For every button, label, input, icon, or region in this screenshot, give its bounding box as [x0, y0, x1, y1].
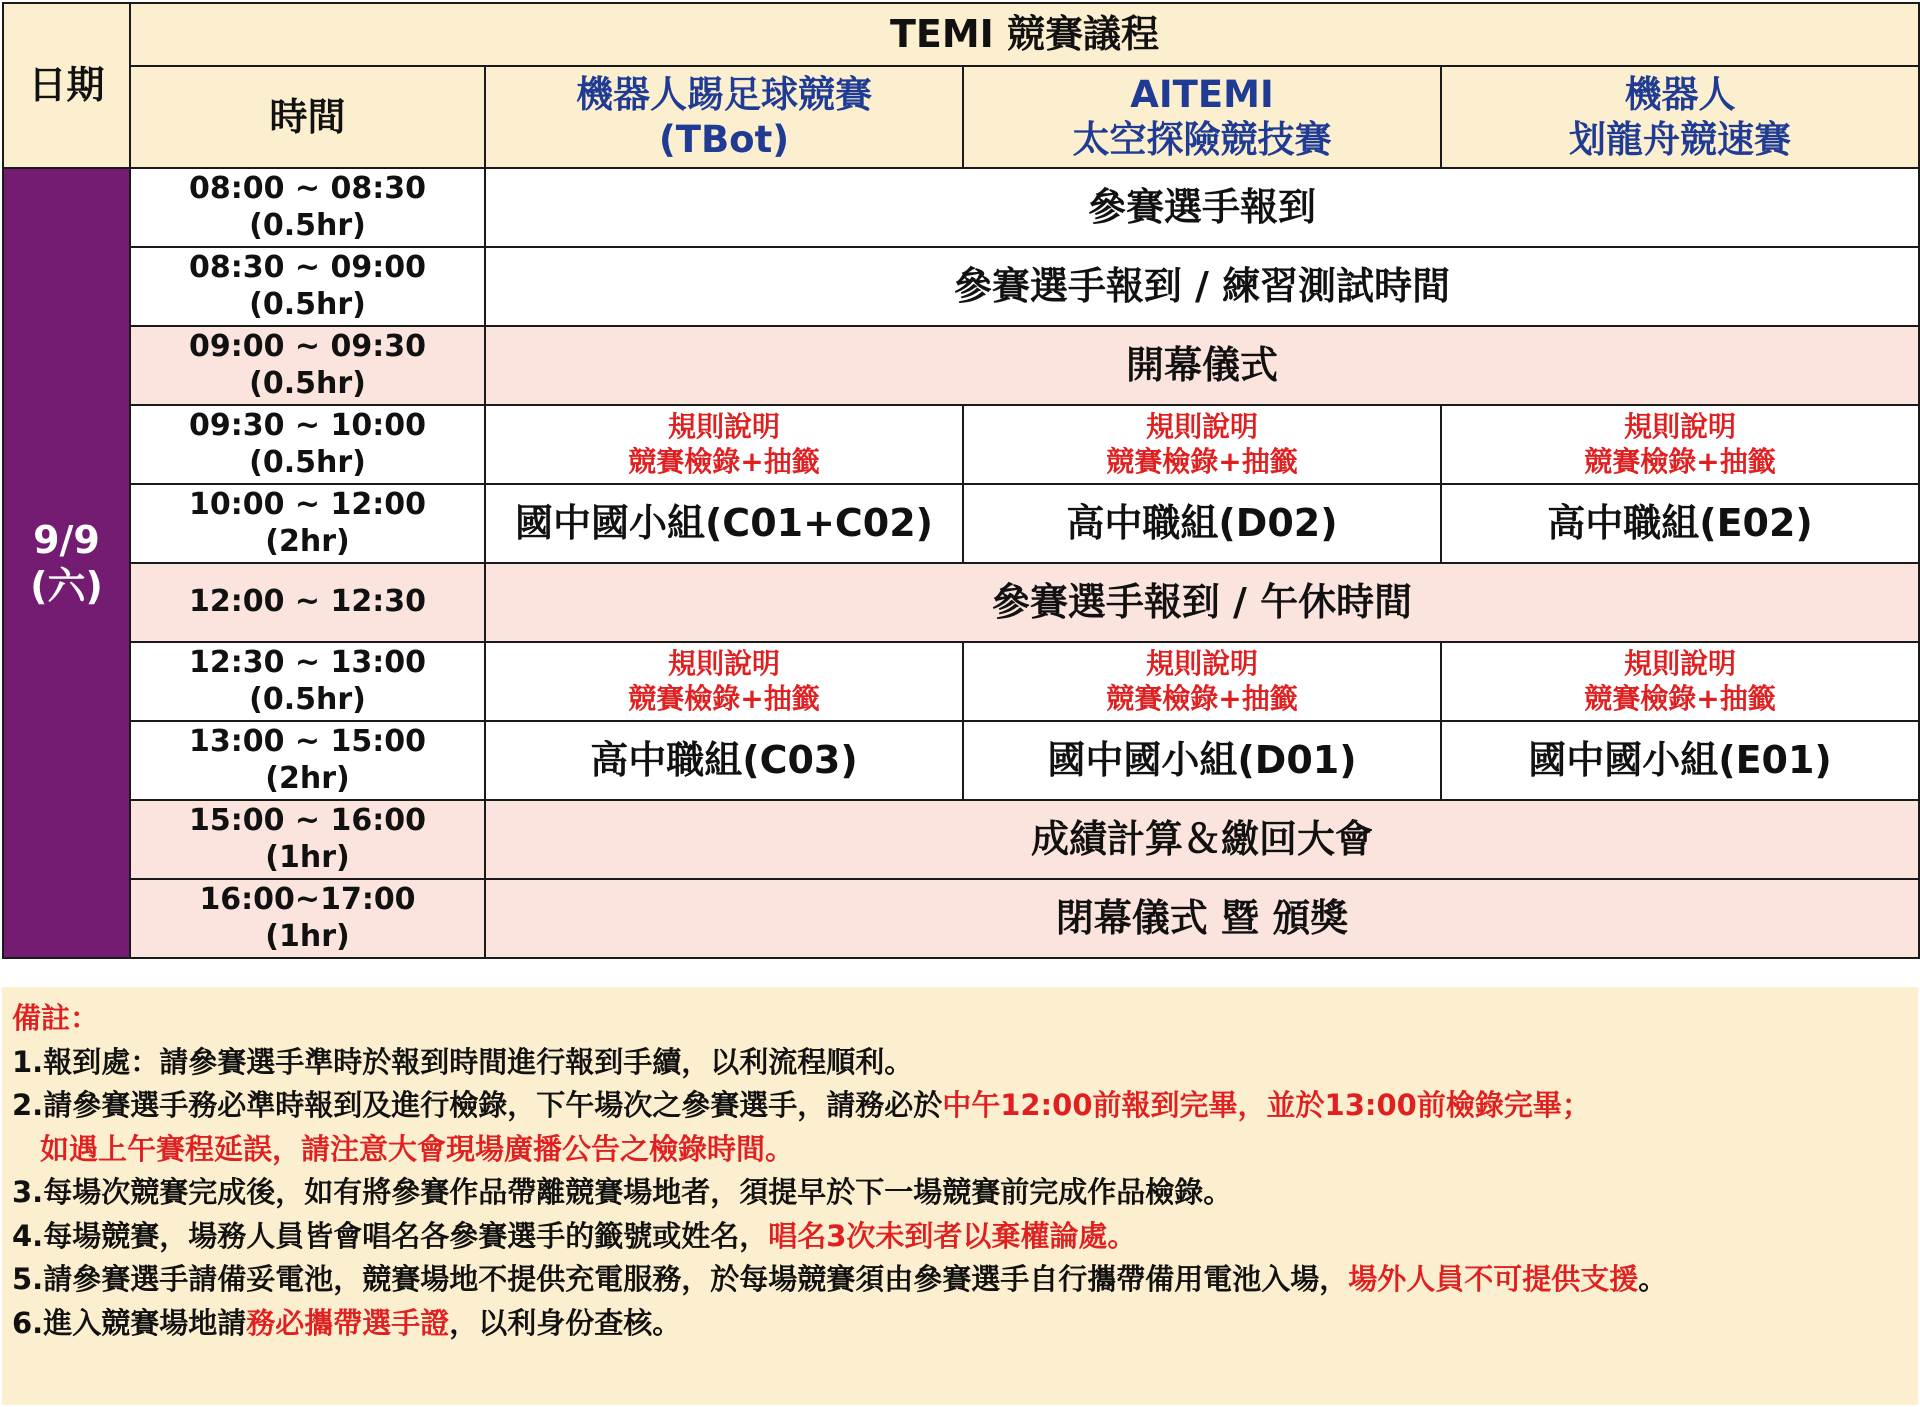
competition-header-tbot: 機器人踢足球競賽 (TBot) [485, 66, 963, 168]
activity-cell: 閉幕儀式 暨 頒獎 [485, 879, 1919, 958]
time-header: 時間 [130, 66, 485, 168]
table-row [3, 484, 1919, 563]
activity-cell: 參賽選手報到 [485, 168, 1919, 247]
time-cell: 12:30 ~ 13:00 (0.5hr) [130, 642, 485, 721]
note-item-continuation: 如遇上午賽程延誤，請注意大會現場廣播公告之檢錄時間。 [40, 1131, 795, 1166]
note-item: 5.請參賽選手請備妥電池，競賽場地不提供充電服務，於每場競賽須由參賽選手自行攜帶備用電池入場，場外人員不可提供支援。 [12, 1262, 1668, 1296]
rules-cell: 規則說明 競賽檢錄+抽籤 [1441, 405, 1919, 484]
date-header: 日期 [3, 3, 130, 168]
notes-heading: 備註： [12, 1001, 100, 1035]
competition-header-dragon-boat: 機器人 划龍舟競速賽 [1441, 66, 1919, 168]
note-item: 4.每場競賽，場務人員皆會唱名各參賽選手的籤號或姓名，唱名3次未到者以棄權論處。 [12, 1218, 1137, 1253]
table-row [3, 168, 1919, 247]
rules-cell: 規則說明 競賽檢錄+抽籤 [1441, 642, 1919, 721]
time-cell: 16:00~17:00 (1hr) [130, 879, 485, 958]
table-row [3, 247, 1919, 326]
notes-panel [2, 987, 1918, 1405]
group-cell: 國中國小組(E01) [1441, 721, 1919, 800]
time-cell: 08:30 ~ 09:00 (0.5hr) [130, 247, 485, 326]
group-cell: 高中職組(E02) [1441, 484, 1919, 563]
table-row [3, 721, 1919, 800]
note-item: 2.請參賽選手務必準時報到及進行檢錄，下午場次之參賽選手，請務必於中午12:00前報到完畢，並於13:00前檢錄完畢； [12, 1088, 1591, 1122]
competition-header-aitemi: AITEMI 太空探險競技賽 [963, 66, 1441, 168]
note-item: 3.每場次競賽完成後，如有將參賽作品帶離競賽場地者，須提早於下一場競賽前完成作品檢錄。 [12, 1175, 1233, 1209]
time-cell: 13:00 ~ 15:00 (2hr) [130, 721, 485, 800]
time-cell: 15:00 ~ 16:00 (1hr) [130, 800, 485, 879]
rules-cell: 規則說明 競賽檢錄+抽籤 [963, 405, 1441, 484]
rules-cell: 規則說明 競賽檢錄+抽籤 [485, 405, 963, 484]
activity-cell: 參賽選手報到 / 練習測試時間 [485, 247, 1919, 326]
group-cell: 高中職組(D02) [963, 484, 1441, 563]
date-cell: 9/9 (六) [3, 168, 130, 958]
table-row [3, 563, 1919, 642]
note-item: 6.進入競賽場地請務必攜帶選手證，以利身份查核。 [12, 1305, 682, 1340]
schedule-title: TEMI 競賽議程 [130, 3, 1919, 66]
time-cell: 12:00 ~ 12:30 [130, 563, 485, 642]
table-row [3, 800, 1919, 879]
activity-cell: 開幕儀式 [485, 326, 1919, 405]
note-item: 1.報到處：請參賽選手準時於報到時間進行報到手續，以利流程順利。 [12, 1044, 914, 1079]
time-cell: 10:00 ~ 12:00 (2hr) [130, 484, 485, 563]
time-cell: 08:00 ~ 08:30 (0.5hr) [130, 168, 485, 247]
table-row [3, 326, 1919, 405]
group-cell: 國中國小組(D01) [963, 721, 1441, 800]
schedule-table [2, 2, 1920, 959]
group-cell: 國中國小組(C01+C02) [485, 484, 963, 563]
activity-cell: 成績計算＆繳回大會 [485, 800, 1919, 879]
rules-cell: 規則說明 競賽檢錄+抽籤 [485, 642, 963, 721]
time-cell: 09:00 ~ 09:30 (0.5hr) [130, 326, 485, 405]
time-cell: 09:30 ~ 10:00 (0.5hr) [130, 405, 485, 484]
table-row [3, 642, 1919, 721]
group-cell: 高中職組(C03) [485, 721, 963, 800]
activity-cell: 參賽選手報到 / 午休時間 [485, 563, 1919, 642]
table-row [3, 879, 1919, 958]
table-row [3, 405, 1919, 484]
rules-cell: 規則說明 競賽檢錄+抽籤 [963, 642, 1441, 721]
